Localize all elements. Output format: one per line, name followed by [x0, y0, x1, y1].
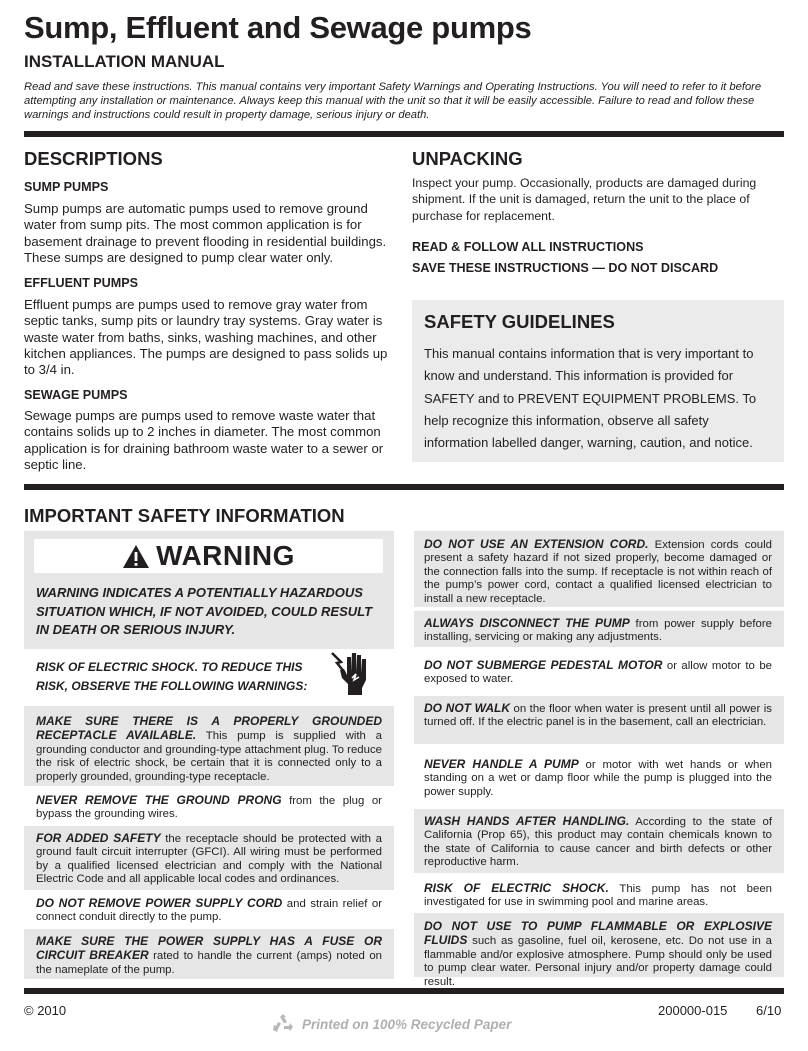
- right-safety-item-6: [424, 815, 772, 870]
- intro-paragraph: Read and save these instructions. This manual contains very important Safety Warnings and Operating Instructions. You will need to refer to it before attempting any installation or maintenance. Always keep this manual with the unit so that it will be easily accessible. Failure to read and follow these warnings and instructions could result in property damage, serious injury or death.: [24, 81, 762, 121]
- effluent-pumps-heading: EFFLUENT PUMPS: [24, 276, 139, 290]
- document-subtitle: INSTALLATION MANUAL: [24, 52, 225, 71]
- left-safety-item-1: [36, 715, 382, 784]
- safety-guidelines-text: This manual contains information that is very important to know and understand. This information is provided for SAFETY and to PREVENT EQUIPMENT PROBLEMS. To help recognize this information, observe all safety information labelled danger, warning, caution, and notice.: [424, 346, 757, 451]
- right-safety-item-7: [424, 882, 772, 910]
- right-safety-item-3: [424, 659, 772, 687]
- warning-triangle-icon: [122, 544, 150, 569]
- sewage-pumps-text: Sewage pumps are pumps used to remove waste water that contains solids up to 2 inches in diameter. The most common application is for draining bathroom waste water to a sewer or septic line.: [24, 408, 384, 472]
- right-safety-item-8: [424, 920, 772, 989]
- warning-statement: WARNING INDICATES A POTENTIALLY HAZARDOUS SITUATION WHICH, IF NOT AVOIDED, COULD RESULT IN DEATH OR SERIOUS INJURY.: [36, 585, 373, 637]
- right-safety-item-8-lead: DO NOT USE TO PUMP FLAMMABLE OR EXPLOSIVE FLUIDS: [424, 919, 772, 948]
- right-safety-item-2-lead: ALWAYS DISCONNECT THE PUMP: [424, 616, 630, 630]
- warning-word: WARNING: [156, 540, 295, 571]
- right-safety-item-7-lead: RISK OF ELECTRIC SHOCK.: [424, 881, 609, 895]
- right-safety-item-6-text: According to the state of California (Prop 65), this product may contain chemicals known to the state of California to cause cancer and birth defects or other reproductive harm.: [424, 816, 773, 869]
- right-safety-item-5-lead: NEVER HANDLE A PUMP: [424, 757, 579, 771]
- recycle-icon: [272, 1014, 294, 1035]
- left-safety-item-1-text: This pump is supplied with a grounding conductor and grounding-type attachment plug. To reduce the risk of electric shock, be certain that it is connected only to a properly grounded, grounding-type receptacle.: [36, 730, 382, 783]
- right-safety-item-6-lead: WASH HANDS AFTER HANDLING.: [424, 814, 630, 828]
- sump-pumps-heading: SUMP PUMPS: [24, 180, 109, 194]
- bottom-rule: [24, 988, 784, 994]
- right-safety-item-1-text: Extension cords could present a safety hazard if not sized properly, become damaged or the connection falls into the sump. If receptacle is not within reach of the pump’s power cord, contact a qualified licensed electrician to install a new receptacle.: [424, 539, 773, 605]
- right-safety-item-5-text: or motor with wet hands or when standing on a wet or damp floor while the pump is plugged into the power supply.: [424, 759, 772, 798]
- left-safety-item-3-text: the receptacle should be protected with a ground fault circuit interrupter (GFCI). All wiring must be performed by a qualified licensed electrician and comply with the National Electric Code and all applicable local codes and ordinances.: [36, 833, 382, 886]
- right-safety-item-3-lead: DO NOT SUBMERGE PEDESTAL MOTOR: [424, 658, 663, 672]
- electric-shock-statement: RISK OF ELECTRIC SHOCK. TO REDUCE THIS RISK, OBSERVE THE FOLLOWING WARNINGS:: [36, 660, 308, 693]
- document-title: Sump, Effluent and Sewage pumps: [24, 10, 532, 45]
- right-safety-item-8-text: such as gasoline, fuel oil, kerosene, etc. Do not use in a flammable and/or explosive atmosphere. Pump should only be used to pump clear water. Personal injury and/or property damage could result.: [424, 935, 772, 988]
- left-safety-item-5: [36, 935, 382, 977]
- warning-label: [34, 539, 383, 573]
- recycled-paper-notice: Printed on 100% Recycled Paper: [302, 1017, 512, 1032]
- document-number: 200000-015: [658, 1003, 728, 1018]
- left-safety-item-4-text: and strain relief or connect conduit directly to the pump.: [36, 898, 382, 924]
- unpacking-text: Inspect your pump. Occasionally, products are damaged during shipment. If the unit is damaged, return the unit to the place of purchase for replacement.: [412, 176, 757, 223]
- left-safety-item-3-lead: FOR ADDED SAFETY: [36, 831, 161, 845]
- document-date: 6/10: [756, 1003, 782, 1018]
- left-safety-item-2: [36, 794, 382, 822]
- right-safety-item-2: [424, 617, 772, 645]
- sump-pumps-text: Sump pumps are automatic pumps used to remove ground water from sump pits. The most common application is for basement drainage to prevent flooding in residential buildings. These sumps are designed to pump clear water only.: [24, 201, 387, 265]
- left-safety-item-2-lead: NEVER REMOVE THE GROUND PRONG: [36, 793, 282, 807]
- right-safety-item-4: [424, 702, 772, 730]
- unpacking-heading: UNPACKING: [412, 148, 523, 169]
- right-safety-item-5: [424, 758, 772, 799]
- right-safety-item-1-lead: DO NOT USE AN EXTENSION CORD.: [424, 537, 649, 551]
- left-safety-item-4: [36, 897, 382, 925]
- middle-rule: [24, 484, 784, 490]
- electric-shock-hand-icon: [330, 648, 376, 698]
- right-safety-item-1: [424, 538, 772, 606]
- read-follow-notice: READ & FOLLOW ALL INSTRUCTIONS: [412, 240, 644, 254]
- right-safety-item-7-text: This pump has not been investigated for use in swimming pool and marine areas.: [424, 883, 772, 909]
- descriptions-heading: DESCRIPTIONS: [24, 148, 163, 169]
- left-safety-item-5-text: rated to handle the current (amps) noted on the nameplate of the pump.: [36, 950, 382, 976]
- right-safety-item-4-text: on the floor when water is present until all power is turned off. If the electric panel is in the basement, call an electrician.: [424, 703, 772, 729]
- left-safety-item-2-text: from the plug or bypass the grounding wires.: [36, 795, 382, 821]
- safety-guidelines-heading: SAFETY GUIDELINES: [424, 311, 615, 332]
- left-safety-item-5-lead: MAKE SURE THE POWER SUPPLY HAS A FUSE OR CIRCUIT BREAKER: [36, 934, 382, 963]
- right-safety-item-3-text: or allow motor to be exposed to water.: [424, 660, 772, 686]
- right-safety-item-2-text: from power supply before installing, servicing or making any adjustments.: [424, 618, 772, 644]
- left-safety-item-3: [36, 832, 382, 887]
- left-safety-item-1-lead: MAKE SURE THERE IS A PROPERLY GROUNDED RECEPTACLE AVAILABLE.: [36, 714, 382, 743]
- copyright-notice: © 2010: [24, 1003, 67, 1018]
- important-safety-heading: IMPORTANT SAFETY INFORMATION: [24, 505, 345, 526]
- right-safety-item-4-lead: DO NOT WALK: [424, 701, 510, 715]
- save-instructions-notice: SAVE THESE INSTRUCTIONS — DO NOT DISCARD: [412, 261, 719, 275]
- left-safety-item-4-lead: DO NOT REMOVE POWER SUPPLY CORD: [36, 896, 283, 910]
- effluent-pumps-text: Effluent pumps are pumps used to remove gray water from septic tanks, sump pits or laundry tray systems. Gray water is waste water from baths, sinks, washing machines, and other kitchen appliances. The pumps are designed to pass solids up to 3/4 in.: [24, 297, 388, 378]
- sewage-pumps-heading: SEWAGE PUMPS: [24, 388, 128, 402]
- top-rule: [24, 131, 784, 137]
